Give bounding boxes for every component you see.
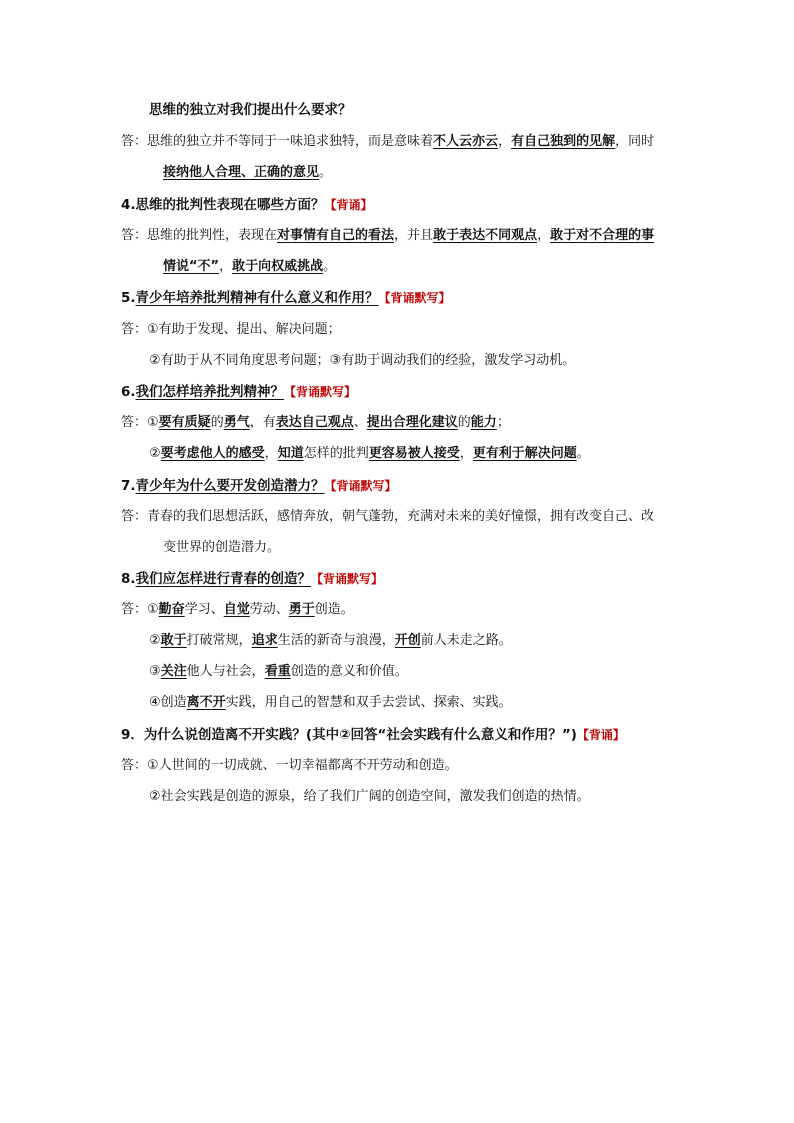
key-phrase: 有自己独到的见解 bbox=[511, 134, 616, 149]
key-phrase: 敢于表达不同观点 bbox=[433, 228, 538, 243]
question-8: 8.我们应怎样进行青春的创造？【背诵默写】 bbox=[121, 571, 384, 587]
question-7-title: 青少年为什么要开发创造潜力？ bbox=[135, 478, 325, 494]
recite-tag: 【背诵】 bbox=[576, 728, 625, 742]
key-phrase: 自觉 bbox=[223, 602, 250, 617]
answer-8-line-3: ③关注他人与社会，看重创造的意义和价值。 bbox=[149, 664, 408, 679]
question-6-title: 我们怎样培养批判精神？ bbox=[135, 384, 285, 400]
answer-3-line-2: 接纳他人合理、正确的意见。 bbox=[163, 165, 333, 180]
question-5-title: 青少年培养批判精神有什么意义和作用？ bbox=[135, 290, 379, 306]
key-phrase: 勤奋 bbox=[158, 602, 185, 617]
key-phrase: 离不开 bbox=[186, 695, 226, 710]
key-phrase: 敢于对不合理的事 bbox=[550, 228, 655, 243]
key-phrase: 勇气 bbox=[223, 415, 250, 430]
question-6: 6.我们怎样培养批判精神？【背诵默写】 bbox=[121, 384, 357, 400]
key-phrase: 对事情有自己的看法 bbox=[277, 228, 395, 243]
answer-7-line-1: 答：青春的我们思想活跃，感情奔放，朝气蓬勃，充满对未来的美好憧憬，拥有改变自己、改 bbox=[121, 509, 655, 524]
key-phrase: 表达自己观点 bbox=[275, 415, 354, 430]
key-phrase: 情说“不” bbox=[163, 259, 220, 274]
recite-write-tag: 【背诵默写】 bbox=[311, 572, 384, 586]
answer-4-line-2: 情说“不”，敢于向权威挑战。 bbox=[163, 259, 337, 274]
answer-8-line-1: 答：①勤奋学习、自觉劳动、勇于创造。 bbox=[121, 602, 354, 617]
question-5: 5.青少年培养批判精神有什么意义和作用？【背诵默写】 bbox=[121, 290, 451, 306]
answer-6-line-2: ②要考虑他人的感受，知道怎样的批判更容易被人接受，更有利于解决问题。 bbox=[149, 446, 590, 461]
key-phrase: 开创 bbox=[394, 633, 421, 648]
answer-4-line-1: 答：思维的批判性，表现在对事情有自己的看法，并且敢于表达不同观点，敢于对不合理的事 bbox=[121, 228, 655, 243]
key-phrase: 提出合理化建议 bbox=[366, 415, 458, 430]
recite-write-tag: 【背诵默写】 bbox=[324, 479, 397, 493]
question-4-title: 4.思维的批判性表现在哪些方面？ bbox=[121, 197, 325, 213]
question-9-title: 9．为什么说创造离不开实践？(其中②回答“社会实践有什么意义和作用？”) bbox=[121, 727, 577, 743]
key-phrase: 要考虑他人的感受 bbox=[160, 446, 265, 461]
question-9 bbox=[121, 725, 625, 746]
key-phrase: 勇于 bbox=[288, 602, 315, 617]
key-phrase: 更有利于解决问题 bbox=[472, 446, 577, 461]
answer-9-line-1: 答：①人世间的一切成就、一切幸福都离不开劳动和创造。 bbox=[121, 758, 458, 773]
answer-9-line-2: ②社会实践是创造的源泉，给了我们广阔的创造空间，激发我们创造的热情。 bbox=[149, 789, 590, 804]
key-phrase: 能力 bbox=[470, 415, 497, 430]
recite-tag: 【背诵】 bbox=[324, 198, 373, 212]
key-phrase: 看重 bbox=[264, 664, 291, 679]
answer-8-line-4: ④创造离不开实践，用自己的智慧和双手去尝试、探索、实践。 bbox=[149, 695, 512, 710]
key-phrase: 关注 bbox=[160, 664, 187, 679]
answer-3-line-1: 答：思维的独立并不等同于一味追求独特，而是意味着不人云亦云，有自己独到的见解，同时 bbox=[121, 134, 655, 149]
answer-7-line-2: 变世界的创造潜力。 bbox=[163, 540, 281, 555]
key-phrase: 更容易被人接受 bbox=[368, 446, 460, 461]
key-phrase: 知道 bbox=[277, 446, 304, 461]
key-phrase: 不人云亦云 bbox=[433, 134, 499, 149]
answer-6-line-1: 答：①要有质疑的勇气，有表达自己观点、提出合理化建议的能力； bbox=[121, 415, 510, 430]
question-4 bbox=[121, 195, 373, 216]
answer-5-line-1: 答：①有助于发现、提出、解决问题； bbox=[121, 322, 341, 337]
answer-5-line-2: ②有助于从不同角度思考问题；③有助于调动我们的经验，激发学习动机。 bbox=[149, 353, 576, 368]
key-phrase: 敢于 bbox=[160, 633, 187, 648]
key-phrase: 要有质疑 bbox=[158, 415, 211, 430]
key-phrase: 接纳他人合理、正确的意见 bbox=[163, 165, 320, 180]
question-8-title: 我们应怎样进行青春的创造？ bbox=[135, 571, 312, 587]
recite-write-tag: 【背诵默写】 bbox=[378, 291, 451, 305]
recite-write-tag: 【背诵默写】 bbox=[284, 385, 357, 399]
key-phrase: 敢于向权威挑战 bbox=[232, 259, 324, 274]
question-3-title: 思维的独立对我们提出什么要求？ bbox=[149, 102, 352, 118]
question-7: 7.青少年为什么要开发创造潜力？【背诵默写】 bbox=[121, 478, 397, 494]
key-phrase: 追求 bbox=[251, 633, 278, 648]
answer-8-line-2: ②敢于打破常规，追求生活的新奇与浪漫，开创前人未走之路。 bbox=[149, 633, 512, 648]
